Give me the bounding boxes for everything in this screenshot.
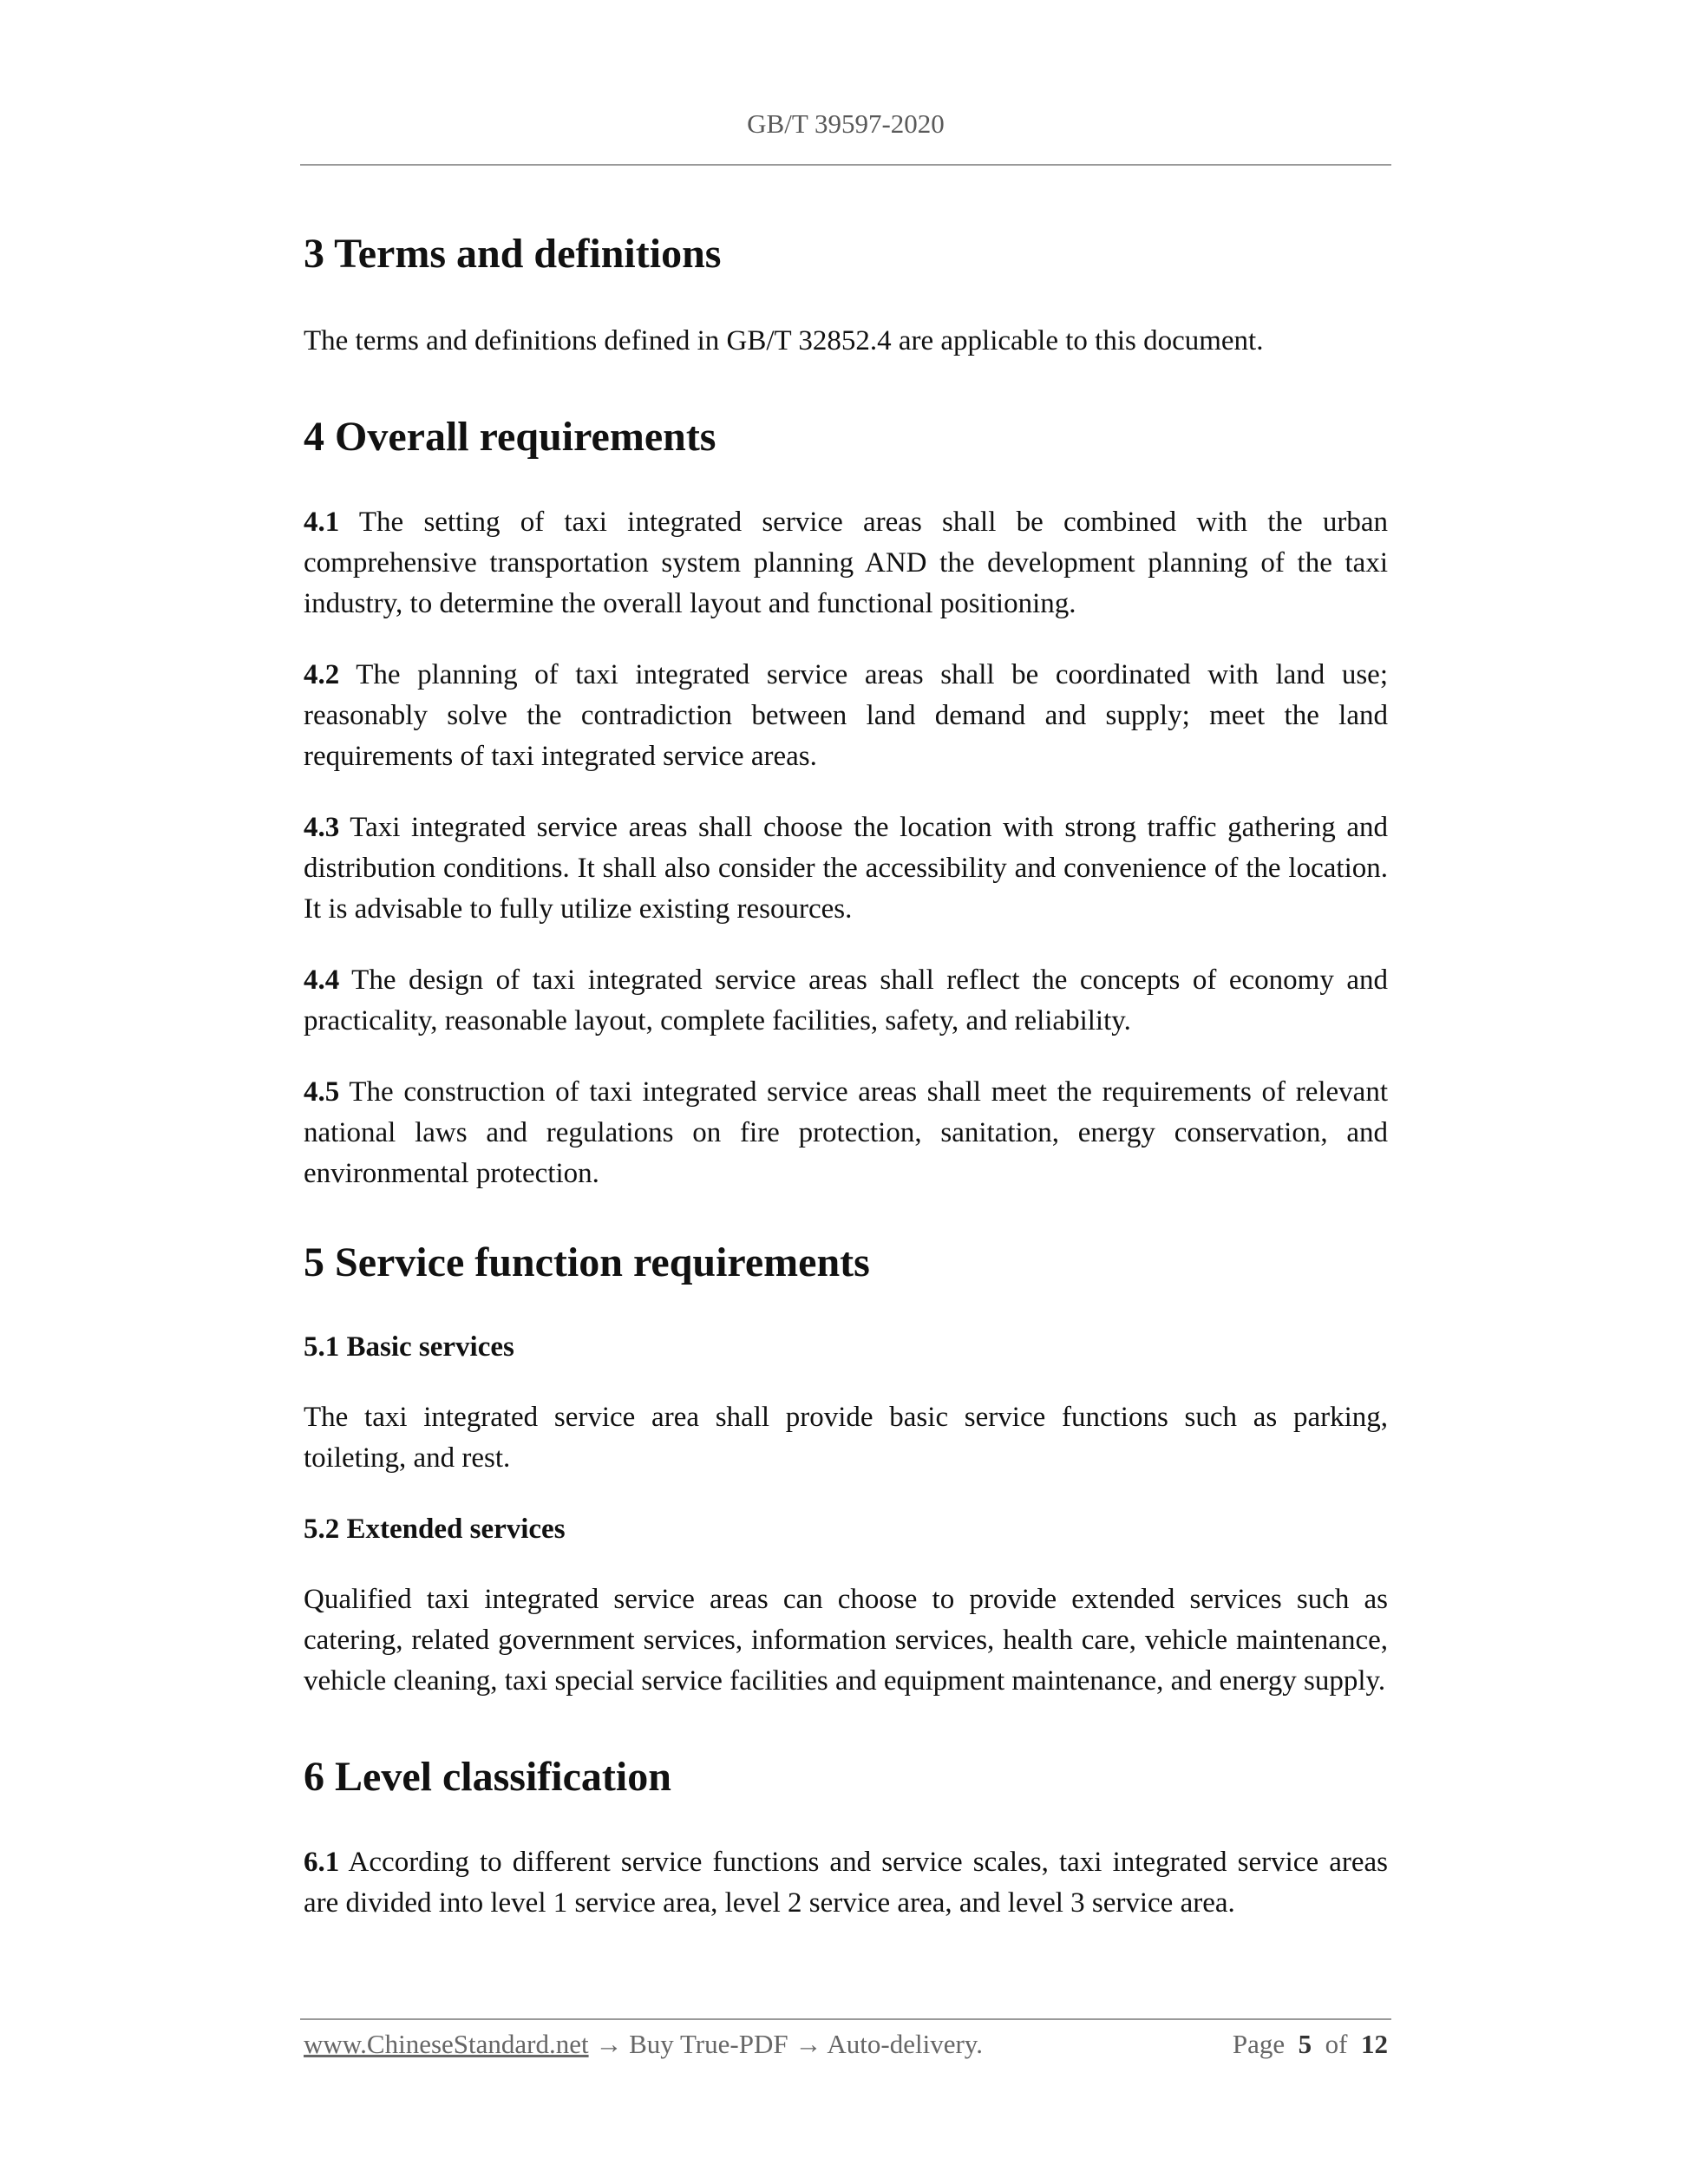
subsection-5-1-text: The taxi integrated service area shall provide basic service functions such as parking, toileting, and rest. xyxy=(304,1402,1388,1474)
page-label: Page xyxy=(1232,2029,1286,2059)
document-body xyxy=(304,224,1388,1924)
footer-left xyxy=(304,2024,983,2065)
header-divider xyxy=(300,164,1391,166)
clause-number: 6.1 xyxy=(304,1847,340,1878)
clause-text: The setting of taxi integrated service areas shall be combined with the urban comprehensive transportation system planning AND the development planning of the taxi industry, to determine the overall layout and functional positioning. xyxy=(304,507,1388,619)
document-header: GB/T 39597-2020 xyxy=(747,108,945,139)
subsection-5-2-text: Qualified taxi integrated service areas can choose to provide extended services such as catering, related government services, information services, health care, vehicle maintenance, vehicle cleaning, taxi special service facilities and equipment maintenance, and energy supply. xyxy=(304,1584,1388,1697)
clause-number: 4.3 xyxy=(304,812,340,843)
page-current: 5 xyxy=(1298,2029,1312,2059)
clause-number: 4.5 xyxy=(304,1076,340,1108)
section-3-title: 3 Terms and definitions xyxy=(304,231,722,277)
section-4-title: 4 Overall requirements xyxy=(304,414,716,460)
clause-4-2 xyxy=(304,655,1388,777)
clause-4-4 xyxy=(304,960,1388,1042)
clause-text: The construction of taxi integrated service areas shall meet the requirements of relevant national laws and regulations on fire protection, sanitation, energy conservation, and environmental protection. xyxy=(304,1076,1388,1189)
delivery-text: Auto-delivery. xyxy=(827,2029,984,2059)
subsection-5-1-title: 5.1 Basic services xyxy=(304,1331,514,1363)
section-5-title: 5 Service function requirements xyxy=(304,1239,870,1285)
section-3-text: The terms and definitions defined in GB/T 32852.4 are applicable to this document. xyxy=(304,325,1264,356)
buy-text: Buy True-PDF xyxy=(629,2029,788,2059)
clause-text: According to different service functions and service scales, taxi integrated service areas are divided into level 1 service area, level 2 service area, and level 3 service area. xyxy=(304,1847,1388,1919)
arrow-icon: → xyxy=(788,2029,828,2059)
clause-text: The planning of taxi integrated service areas shall be coordinated with land use; reasonably solve the contradiction between land demand and supply; meet the land requirements of taxi integrated service areas. xyxy=(304,659,1388,772)
clause-number: 4.4 xyxy=(304,964,340,996)
subsection-5-2-title: 5.2 Extended services xyxy=(304,1514,566,1545)
footer-divider xyxy=(300,2018,1391,2020)
clause-text: Taxi integrated service areas shall choose the location with strong traffic gathering and distribution conditions. It shall also consider the accessibility and convenience of the location. It is advisable to fully utilize existing resources. xyxy=(304,812,1388,925)
clause-4-1 xyxy=(304,502,1388,624)
page-of: of xyxy=(1325,2029,1348,2059)
site-link[interactable]: www.ChineseStandard.net xyxy=(304,2029,589,2059)
section-6-title: 6 Level classification xyxy=(304,1754,671,1800)
clause-4-3 xyxy=(304,808,1388,930)
page-indicator xyxy=(1233,2024,1388,2065)
clause-4-5 xyxy=(304,1072,1388,1194)
clause-6-1 xyxy=(304,1842,1388,1924)
clause-number: 4.1 xyxy=(304,507,340,538)
arrow-icon: → xyxy=(588,2029,630,2059)
clause-number: 4.2 xyxy=(304,659,340,690)
clause-text: The design of taxi integrated service areas shall reflect the concepts of economy and practicality, reasonable layout, complete facilities, safety, and reliability. xyxy=(304,964,1388,1036)
page-footer xyxy=(304,2024,1388,2065)
page-total: 12 xyxy=(1361,2029,1388,2059)
